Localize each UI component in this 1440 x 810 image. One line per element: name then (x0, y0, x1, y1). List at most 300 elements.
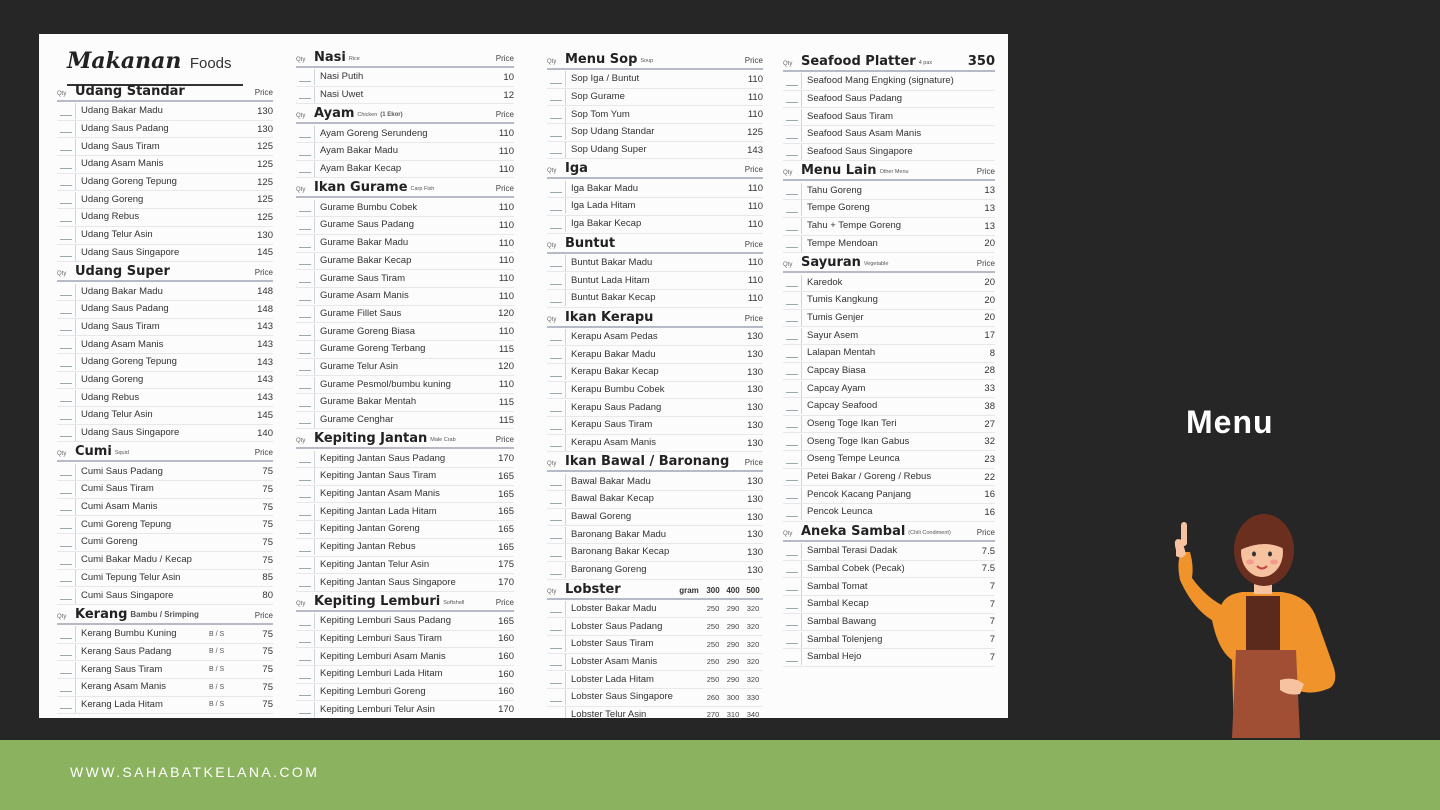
item-price: 160 (498, 651, 514, 663)
menu-section (57, 82, 273, 262)
qty-blank (783, 631, 801, 648)
qty-label: Qty (296, 600, 306, 607)
item-name: Udang Goreng Tepung (75, 174, 243, 190)
menu-item (783, 469, 995, 487)
section-title: Nasi (314, 50, 346, 65)
item-name: Udang Asam Manis (75, 156, 243, 172)
price-label: Price (744, 313, 763, 323)
item-name: Gurame Asam Manis (314, 288, 484, 304)
item-name: Tumis Genjer (801, 310, 965, 326)
qty-blank (57, 121, 75, 138)
section-title: Kepiting Jantan (314, 431, 428, 447)
menu-column-2 (296, 48, 514, 718)
item-name: Seafood Mang Engking (signature) (801, 73, 995, 89)
qty-label: Qty (547, 461, 557, 468)
qty-blank (57, 336, 75, 353)
item-name: Sambal Tolenjeng (801, 632, 965, 648)
item-price: 130 (257, 123, 273, 135)
item-name: Lobster Saus Singapore (565, 689, 703, 705)
qty-blank (296, 648, 314, 665)
item-name: Kepiting Jantan Telur Asin (314, 557, 484, 573)
figure (1175, 514, 1335, 738)
menu-item (57, 209, 273, 227)
item-name: Kepiting Lemburi Goreng (314, 684, 484, 700)
item-name: Udang Telur Asin (75, 407, 243, 423)
item-name: Capcay Biasa (801, 363, 965, 379)
item-price: 115 (498, 414, 514, 426)
menu-item (296, 394, 514, 412)
menu-item (296, 521, 514, 539)
item-price: 145 (257, 409, 273, 421)
menu-item (296, 613, 514, 631)
menu-column-3 (547, 50, 763, 718)
item-name: Sambal Terasi Dadak (801, 543, 965, 559)
menu-item (547, 618, 763, 636)
qty-blank (547, 509, 565, 526)
item-price: 120 (498, 361, 514, 373)
qty-blank (783, 144, 801, 161)
qty-label: Qty (783, 61, 793, 67)
menu-item (296, 161, 514, 179)
menu-item (57, 121, 273, 139)
item-price: 16 (984, 506, 995, 518)
item-price: 170 (498, 453, 514, 465)
item-size: B / S (209, 666, 225, 674)
item-name: Lalapan Mentah (801, 345, 965, 361)
qty-blank (547, 124, 565, 141)
menu-item (57, 587, 273, 605)
qty-blank (57, 644, 75, 661)
qty-blank (783, 126, 801, 143)
item-price: 20 (984, 238, 995, 250)
item-name: Baronang Bakar Kecap (565, 544, 733, 560)
qty-label: Qty (547, 316, 557, 323)
item-price: 75 (262, 664, 273, 676)
menu-item (547, 417, 763, 435)
item-name: Kerang Bumbu Kuning (75, 626, 209, 642)
item-price: 130 (747, 476, 763, 488)
item-price: 143 (257, 374, 273, 386)
qty-blank (547, 618, 565, 635)
qty-label: Qty (547, 588, 557, 595)
section-header (57, 442, 273, 462)
menu-item (296, 341, 514, 359)
item-price: 7 (989, 598, 995, 610)
qty-blank (296, 288, 314, 305)
item-price: 250 (706, 604, 720, 614)
item-price: 7 (989, 581, 995, 593)
menu-item (783, 416, 995, 434)
price-label: Price (744, 56, 763, 65)
section-title: Kerang (75, 606, 128, 622)
item-name: Kepiting Jantan Saus Padang (314, 451, 484, 467)
item-name: Tempe Mendoan (801, 236, 965, 252)
menu-item (547, 509, 763, 527)
qty-blank (296, 161, 314, 178)
qty-blank (296, 359, 314, 376)
qty-blank (783, 416, 801, 433)
item-name: Sambal Bawang (801, 614, 965, 630)
item-name: Gurame Bakar Kecap (314, 253, 484, 269)
menu-item (296, 701, 514, 718)
menu-item (57, 283, 273, 301)
item-name: Udang Saus Padang (75, 301, 243, 317)
qty-blank (547, 198, 565, 215)
item-price: 110 (747, 109, 763, 121)
menu-item (783, 578, 995, 596)
item-price: 143 (257, 321, 273, 333)
qty-blank (296, 486, 314, 503)
section-header (296, 429, 514, 449)
item-name: Kerang Asam Manis (75, 679, 209, 695)
menu-section (296, 592, 514, 718)
menu-item (57, 679, 273, 697)
item-name: Sambal Kecap (801, 596, 965, 612)
qty-blank (57, 626, 75, 643)
item-name: Baronang Bakar Madu (565, 527, 733, 543)
qty-blank (296, 521, 314, 538)
section-title: Lobster (565, 581, 621, 597)
menu-section (57, 262, 273, 442)
qty-blank (296, 235, 314, 252)
menu-item (57, 301, 273, 319)
qty-blank (296, 468, 314, 485)
qty-blank (783, 469, 801, 486)
item-price: 130 (747, 437, 763, 449)
section-header (783, 522, 995, 542)
menu-item (296, 125, 514, 143)
menu-item (296, 288, 514, 306)
item-name: Buntut Bakar Madu (565, 255, 733, 271)
menu-item (296, 539, 514, 557)
qty-label: Qty (57, 613, 67, 620)
item-name: Gurame Goreng Biasa (314, 324, 484, 340)
section-title: Ikan Bawal / Baronang (565, 454, 730, 470)
section-subtitle: Softshell (443, 599, 465, 606)
item-price: 85 (262, 572, 273, 584)
item-price: 75 (262, 519, 273, 531)
item-name: Udang Saus Padang (75, 121, 243, 137)
menu-item (57, 389, 273, 407)
item-price: 143 (747, 144, 763, 156)
item-name: Seafood Saus Singapore (801, 144, 995, 160)
qty-blank (783, 578, 801, 595)
item-price: 145 (257, 247, 273, 259)
qty-label: Qty (57, 451, 67, 458)
menu-item (57, 499, 273, 517)
menu-item (547, 364, 763, 382)
item-name: Iga Bakar Madu (565, 181, 733, 197)
section-title: Ayam (314, 106, 355, 122)
menu-item (296, 217, 514, 235)
qty-label: Qty (296, 113, 306, 120)
qty-blank (783, 504, 801, 521)
qty-blank (296, 217, 314, 234)
item-price: 130 (257, 229, 273, 241)
item-name: Seafood Saus Padang (801, 91, 995, 107)
menu-item (783, 144, 995, 162)
qty-blank (57, 245, 75, 262)
qty-blank (547, 399, 565, 416)
menu-column-4 (783, 52, 995, 667)
qty-blank (547, 707, 565, 718)
qty-blank (783, 182, 801, 199)
qty-blank (547, 671, 565, 688)
qty-blank (57, 499, 75, 516)
item-name: Lobster Saus Tiram (565, 636, 703, 652)
qty-label: Qty (57, 91, 67, 97)
menu-item (547, 346, 763, 364)
item-price: 110 (498, 219, 514, 231)
qty-blank (296, 270, 314, 287)
item-name: Udang Saus Singapore (75, 245, 243, 261)
menu-item (57, 697, 273, 715)
item-price: 125 (747, 126, 763, 138)
section-title: Buntut (565, 235, 616, 251)
item-price: 250 (706, 657, 720, 667)
qty-blank (783, 451, 801, 468)
item-name: Nasi Uwet (314, 87, 484, 103)
item-name: Kerang Saus Padang (75, 644, 209, 660)
qty-blank (57, 191, 75, 208)
qty-blank (547, 364, 565, 381)
item-price: 110 (498, 163, 514, 175)
item-price: 110 (747, 200, 763, 212)
item-name: Tahu Goreng (801, 183, 965, 199)
qty-blank (57, 227, 75, 244)
item-name: Nasi Putih (314, 69, 484, 85)
menu-item (547, 124, 763, 142)
qty-blank (547, 255, 565, 272)
item-price: 7.5 (981, 563, 995, 575)
item-name: Kepiting Lemburi Asam Manis (314, 649, 484, 665)
qty-blank (57, 679, 75, 696)
item-price: 27 (984, 418, 995, 430)
qty-blank (57, 463, 75, 480)
section-note: Bambu / Srimping (130, 609, 199, 619)
qty-label: Qty (783, 530, 793, 537)
qty-blank (57, 301, 75, 318)
qty-blank (296, 539, 314, 556)
item-price: 130 (747, 546, 763, 558)
item-price: 80 (262, 590, 273, 602)
section-subtitle: Squid (114, 450, 129, 457)
qty-blank (547, 417, 565, 434)
section-header (547, 308, 763, 328)
menu-item (783, 596, 995, 614)
price-label: Price (254, 448, 273, 458)
menu-item (57, 245, 273, 263)
item-price: 115 (498, 343, 514, 355)
item-name: Kepiting Jantan Lada Hitam (314, 504, 484, 520)
item-name: Kerang Saus Tiram (75, 662, 209, 678)
item-price: 13 (984, 185, 995, 197)
section-title: Udang Super (75, 264, 170, 280)
menu-item (547, 71, 763, 89)
qty-blank (57, 534, 75, 551)
item-price: 130 (257, 105, 273, 117)
item-name: Petei Bakar / Goreng / Rebus (801, 469, 965, 485)
item-price: 290 (726, 657, 740, 667)
item-price: 12 (503, 89, 514, 101)
section-header (783, 52, 995, 72)
qty-blank (547, 346, 565, 363)
price-label: Price (744, 458, 763, 468)
price-label: Price (254, 610, 273, 620)
qty-blank (547, 216, 565, 233)
item-name: Baronang Goreng (565, 562, 733, 578)
item-price: 110 (747, 218, 763, 230)
item-name: Capcay Seafood (801, 398, 965, 414)
price-label: Price (744, 239, 763, 249)
menu-item (57, 425, 273, 443)
qty-blank (296, 394, 314, 411)
item-price: 160 (498, 668, 514, 680)
price-label: Price (976, 527, 995, 537)
qty-blank (783, 91, 801, 108)
item-price: 130 (747, 419, 763, 431)
menu-item (57, 372, 273, 390)
menu-item (783, 108, 995, 126)
qty-blank (547, 689, 565, 706)
item-name: Cumi Goreng (75, 534, 243, 550)
item-price: 130 (747, 511, 763, 523)
item-name: Udang Bakar Madu (75, 284, 243, 300)
qty-label: Qty (547, 59, 557, 65)
qty-blank (547, 89, 565, 106)
menu-item (296, 468, 514, 486)
qty-blank (547, 654, 565, 671)
qty-blank (296, 253, 314, 270)
price-label: Price (495, 435, 514, 445)
qty-blank (547, 601, 565, 618)
qty-blank (547, 180, 565, 197)
qty-label: Qty (783, 262, 793, 269)
menu-item (547, 473, 763, 491)
qty-blank (783, 363, 801, 380)
section-title: Ikan Kerapu (565, 309, 654, 325)
qty-blank (783, 649, 801, 666)
qty-blank (547, 562, 565, 579)
menu-item (547, 671, 763, 689)
item-price: 340 (746, 710, 760, 718)
item-name: Pencok Leunca (801, 504, 965, 520)
menu-item (547, 399, 763, 417)
qty-blank (296, 503, 314, 520)
section-title: Aneka Sambal (801, 523, 906, 539)
qty-blank (57, 570, 75, 587)
item-price: 32 (984, 436, 995, 448)
section-header (57, 605, 273, 625)
menu-item (296, 359, 514, 377)
item-name: Kerapu Bakar Madu (565, 347, 733, 363)
qty-blank (296, 412, 314, 429)
menu-item (547, 654, 763, 672)
menu-section (547, 308, 763, 453)
item-price: 16 (984, 489, 995, 501)
item-price: 250 (706, 639, 720, 649)
qty-blank (547, 71, 565, 88)
item-price: 110 (498, 379, 514, 391)
menu-item (57, 319, 273, 337)
item-price: 290 (726, 604, 740, 614)
item-price: 110 (747, 275, 763, 287)
menu-item (547, 272, 763, 290)
section-subtitle: Chicken (357, 112, 378, 119)
menu-item (783, 236, 995, 254)
qty-blank (57, 389, 75, 406)
footer-website-link[interactable]: WWW.SAHABATKELANA.COM (70, 764, 320, 780)
menu-item (296, 412, 514, 430)
qty-blank (547, 142, 565, 159)
item-price: 110 (498, 255, 514, 267)
menu-item (57, 481, 273, 499)
section-header (547, 159, 763, 179)
item-name: Cumi Saus Singapore (75, 588, 243, 604)
item-price: 160 (498, 633, 514, 645)
menu-section (57, 442, 273, 605)
item-size: B / S (209, 701, 225, 709)
section-header (296, 48, 514, 68)
qty-blank (296, 125, 314, 142)
menu-item (57, 644, 273, 662)
menu-item (296, 574, 514, 592)
item-price: 320 (746, 604, 760, 614)
item-price: 125 (257, 194, 273, 206)
section-header (57, 82, 273, 102)
item-price: 110 (498, 237, 514, 249)
menu-item (783, 126, 995, 144)
menu-item (547, 198, 763, 216)
menu-item (296, 648, 514, 666)
qty-blank (547, 106, 565, 123)
menu-section (547, 234, 763, 308)
qty-blank (547, 290, 565, 307)
item-name: Sop Tom Yum (565, 107, 733, 123)
item-name: Udang Saus Singapore (75, 425, 243, 441)
price-label: Price (495, 597, 514, 607)
item-name: Kerang Lada Hitam (75, 697, 209, 713)
section-subtitle: Rice (348, 56, 360, 62)
item-name: Kepiting Lemburi Saus Padang (314, 613, 484, 629)
menu-item (783, 486, 995, 504)
item-price: 260 (706, 692, 720, 702)
menu-item (547, 382, 763, 400)
item-name: Oseng Toge Ikan Teri (801, 416, 965, 432)
section-header (783, 253, 995, 273)
item-price: 170 (498, 704, 514, 716)
item-price: 110 (747, 183, 763, 195)
menu-item (783, 649, 995, 667)
menu-item (296, 450, 514, 468)
item-price: 120 (498, 308, 514, 320)
menu-item (296, 503, 514, 521)
qty-blank (296, 306, 314, 323)
section-subtitle: Male Crab (430, 437, 456, 444)
item-name: Pencok Kacang Panjang (801, 487, 965, 503)
menu-item (783, 504, 995, 522)
section-title: Cumi (75, 444, 112, 460)
item-name: Gurame Pesmol/bumbu kuning (314, 377, 484, 393)
menu-brand (67, 48, 243, 86)
item-price: 143 (257, 339, 273, 351)
qty-label: Qty (296, 57, 306, 63)
qty-blank (547, 544, 565, 561)
item-name: Capcay Ayam (801, 381, 965, 397)
menu-item (783, 433, 995, 451)
menu-section (547, 580, 763, 719)
qty-blank (296, 450, 314, 467)
